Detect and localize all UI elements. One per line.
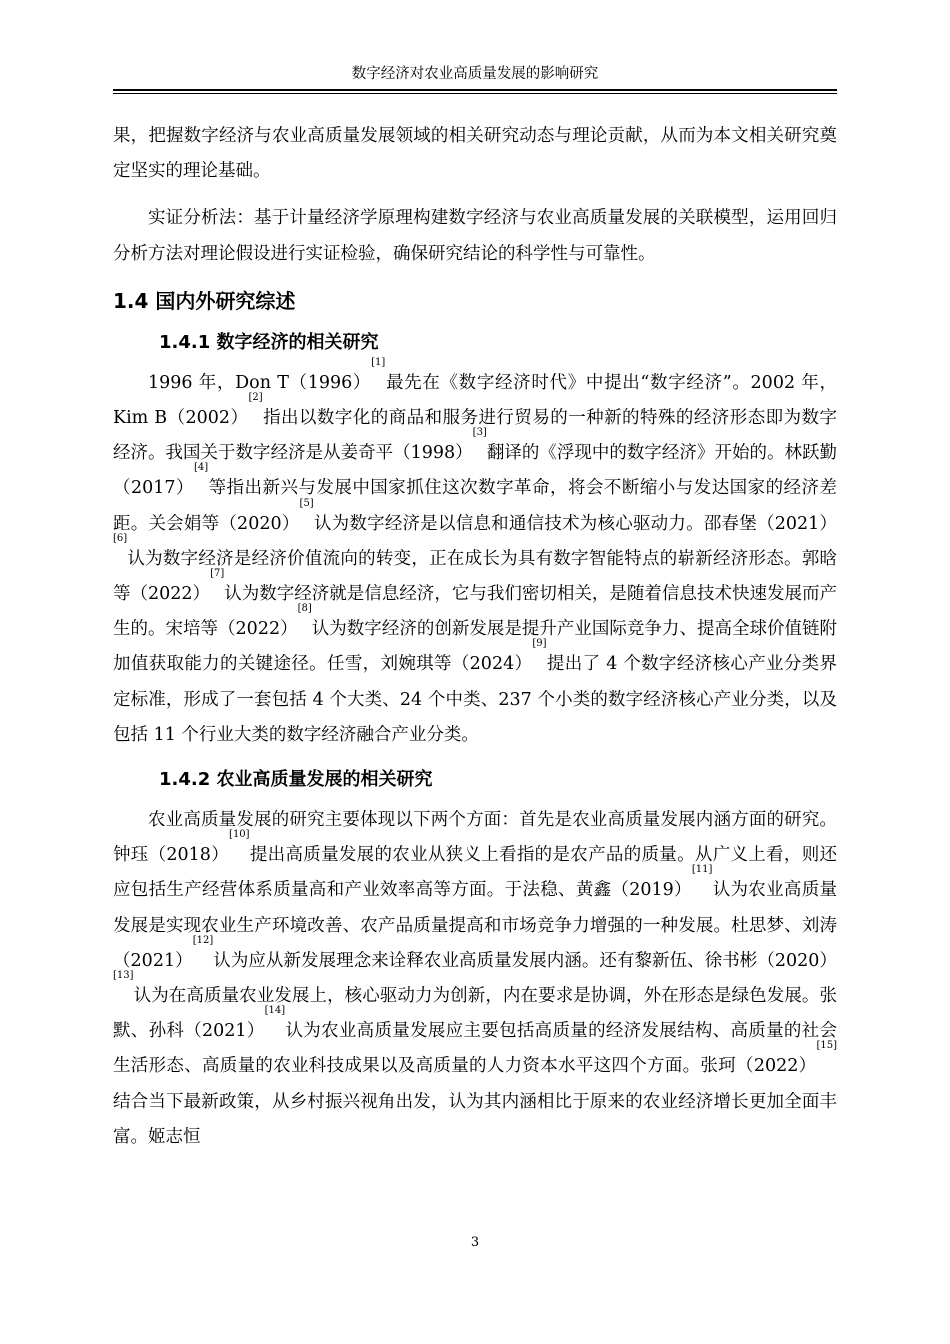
text-run: 1996 年，Don T（1996） <box>148 372 372 393</box>
text-run: 翻译的《浮现中的数字经济》开始的。林跃勤（2017） <box>113 443 837 499</box>
text-run: 认为应从新发展理念来诠释农业高质量发展内涵。还有黎新伍、徐书彬（2020） <box>213 950 837 971</box>
section-heading-1-4: 1.4 国内外研究综述 <box>113 288 296 313</box>
paragraph-digital-economy-review <box>113 356 837 753</box>
header-rule-thick <box>113 89 837 91</box>
citation-marker: [5] <box>299 497 314 509</box>
subsection-heading-1-4-1: 1.4.1 数字经济的相关研究 <box>159 331 379 353</box>
citation-marker: [2] <box>248 392 263 404</box>
paragraph-empirical-method: 实证分析法：基于计量经济学原理构建数字经济与农业高质量发展的关联模型，运用回归分析方法对理论假设进行实证检验，确保研究结论的科学性与可靠性。 <box>113 208 837 264</box>
citation-marker: [11] <box>691 864 713 876</box>
citation-marker: [13] <box>113 970 134 982</box>
text-run: 最先在《数字经济时代》中提出“数字经济”。2002 年，Kim B（2002） <box>113 372 837 429</box>
text-run: 认为数字经济就是信息经济，它与我们密切相关，是随着信息技术快速发展而产生的。宋培等（2022） <box>113 584 837 640</box>
page-number: 3 <box>470 1235 480 1250</box>
citation-marker: [6] <box>113 532 128 544</box>
header-rule-thin <box>113 93 837 94</box>
citation-marker: [12] <box>192 934 214 946</box>
text-run: 提出高质量发展的农业从狭义上看指的是农产品的质量。从广义上看，则还应包括生产经营体系质量高和产业效率高等方面。于法稳、黄鑫（2019） <box>113 845 837 901</box>
text-run: 认为农业高质量发展是实现农业生产环境改善、农产品质量提高和市场竞争力增强的一种发展。杜思梦、刘涛（2021） <box>113 880 837 971</box>
page-body <box>113 119 837 1155</box>
text-run: 提出了 4 个数字经济核心产业分类界定标准，形成了一套包括 4 个大类、24 个中类、237 个小类的数字经济核心产业分类，以及包括 11 个行业大类的数字经济融合产业分类。 <box>113 654 837 745</box>
citation-marker: [9] <box>532 638 547 650</box>
citation-marker: [15] <box>816 1040 837 1052</box>
citation-marker: [3] <box>472 427 487 439</box>
text-run: 结合当下最新政策，从乡村振兴视角出发，认为其内涵相比于原来的农业经济增长更加全面丰富。姬志恒 <box>113 1091 837 1147</box>
citation-marker: [14] <box>264 1005 286 1017</box>
citation-marker: [1] <box>371 356 386 368</box>
subsection-heading-1-4-2: 1.4.2 农业高质量发展的相关研究 <box>159 769 433 791</box>
text-run: 认为在高质量农业发展上，核心驱动力为创新，内在要求是协调，外在形态是绿色发展。张默、孙科（2021） <box>113 986 837 1042</box>
running-header: 数字经济对农业高质量发展的影响研究 <box>351 66 599 82</box>
paragraph-agri-quality-review <box>113 803 837 1155</box>
citation-marker: [4] <box>193 462 209 474</box>
citation-marker: [7] <box>210 568 225 580</box>
text-run: 指出以数字化的商品和服务进行贸易的一种新的特殊的经济形态即为数字经济。我国关于数字经济是从姜奇平（1998） <box>113 408 837 464</box>
text-run: 认为数字经济是经济价值流向的转变，正在成长为具有数字智能特点的崭新经济形态。郭晗等（2022） <box>113 548 837 605</box>
paragraph-continuation: 果，把握数字经济与农业高质量发展领域的相关研究动态与理论贡献，从而为本文相关研究奠定坚实的理论基础。 <box>113 126 837 182</box>
text-run: 农业高质量发展的研究主要体现以下两个方面：首先是农业高质量发展内涵方面的研究。钟珏（2018） <box>113 810 837 866</box>
citation-marker: [10] <box>229 829 250 841</box>
text-run: 认为数字经济是以信息和通信技术为核心驱动力。邵春堡（2021） <box>313 513 837 534</box>
citation-marker: [8] <box>297 603 312 615</box>
text-run: 等指出新兴与发展中国家抓住这次数字革命，将会不断缩小与发达国家的经济差距。关会娟等（2020） <box>113 478 837 534</box>
text-run: 认为数字经济的创新发展是提升产业国际竞争力、提高全球价值链附加值获取能力的关键途径。任雪，刘婉琪等（2024） <box>113 619 837 675</box>
text-run: 认为农业高质量发展应主要包括高质量的经济发展结构、高质量的社会生活形态、高质量的农业科技成果以及高质量的人力资本水平这四个方面。张珂（2022） <box>113 1021 837 1077</box>
